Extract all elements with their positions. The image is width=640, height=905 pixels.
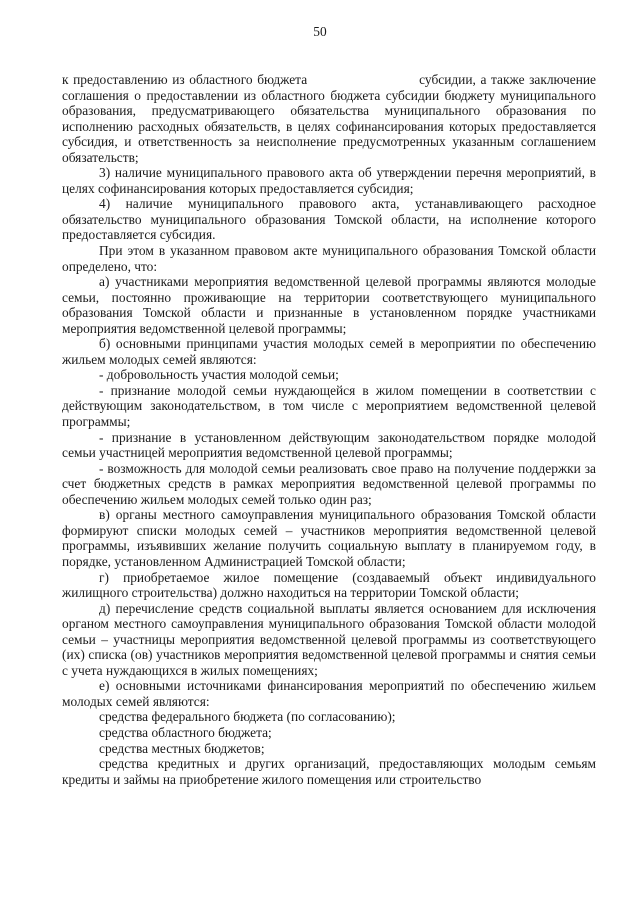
paragraph-7: - добровольность участия молодой семьи;	[99, 367, 339, 383]
paragraph-16: средства областного бюджета;	[99, 724, 272, 740]
paragraph-14: е) основными источниками финансирования мероприятий по обеспечению жильем молодых семей являются:	[62, 678, 596, 709]
paragraph-17: средства местных бюджетов;	[99, 740, 265, 756]
paragraph-15: средства федерального бюджета (по согласованию);	[99, 709, 396, 725]
paragraph-3: 4) наличие муниципального правового акта, устанавливающего расходное обязательство муниципального образования Томской области, на исполнение которого предоставляется субсидия.	[62, 196, 596, 243]
paragraph-11: в) органы местного самоуправления муниципального образования Томской области формируют списки молодых семей – участников мероприятия ведомственной целевой программы, изъявивших желание получить социальную выплату в планируемом году, в порядке, установленном Администрацией Томской области;	[62, 507, 596, 569]
paragraph-12: г) приобретаемое жилое помещение (создаваемый объект индивидуального жилищного строительства) должно находиться на территории Томской области;	[62, 569, 596, 601]
paragraph-6: б) основными принципами участия молодых семей в мероприятии по обеспечению жильем молодых семей являются:	[62, 336, 596, 367]
paragraph-9: - признание в установленном действующим законодательством порядке молодой семьи участницей мероприятия ведомственной целевой программы;	[62, 429, 596, 461]
paragraph-2: 3) наличие муниципального правового акта об утверждении перечня мероприятий, в целях софинансирования которых предоставляется субсидия;	[62, 165, 596, 196]
page-number: 50	[313, 24, 327, 39]
paragraph-10: - возможность для молодой семьи реализовать свое право на получение поддержки за счет бюджетных средств в рамках мероприятия ведомственной целевой программы по обеспечению жильем молодых семей только один раз;	[62, 460, 596, 507]
paragraph-5: а) участниками мероприятия ведомственной целевой программы являются молодые семьи, постоянно проживающие на территории соответствующего муниципального образования Томской области и признанные в установленном порядке участниками мероприятия ведомственной целевой программы;	[62, 274, 596, 336]
paragraph-8: - признание молодой семьи нуждающейся в жилом помещении в соответствии с действующим законодательством, в том числе с мероприятием ведомственной целевой программы;	[62, 382, 596, 430]
paragraph-1	[62, 72, 596, 165]
paragraph-1-tail: субсидии, а также заключение соглашения о предоставлении из областного бюджета субсидии бюджету муниципального образования, предусматривающего обязательства муниципального образования по исполнению расходных обязательств, в целях софинансирования которых предоставляется субсидия, и ответственность за неисполнение предусмотренных указанным соглашением обязательств;	[62, 72, 596, 165]
paragraph-18: средства кредитных и других организаций, предоставляющих молодым семьям кредиты и займы на приобретение жилого помещения или строительство	[62, 756, 596, 787]
paragraph-4: При этом в указанном правовом акте муниципального образования Томской области определено, что:	[62, 243, 596, 274]
page-body	[62, 72, 596, 787]
paragraph-13: д) перечисление средств социальной выплаты является основанием для исключения органом местного самоуправления муниципального образования Томской области молодой семьи – участницы мероприятия ведомственной целевой программы из соответствующего (их) списка (ов) участников мероприятия ведомственной целевой программы и снятия семьи с учета нуждающихся в жилых помещениях;	[62, 600, 596, 678]
paragraph-1-head: к предоставлению из областного бюджета	[62, 72, 308, 87]
